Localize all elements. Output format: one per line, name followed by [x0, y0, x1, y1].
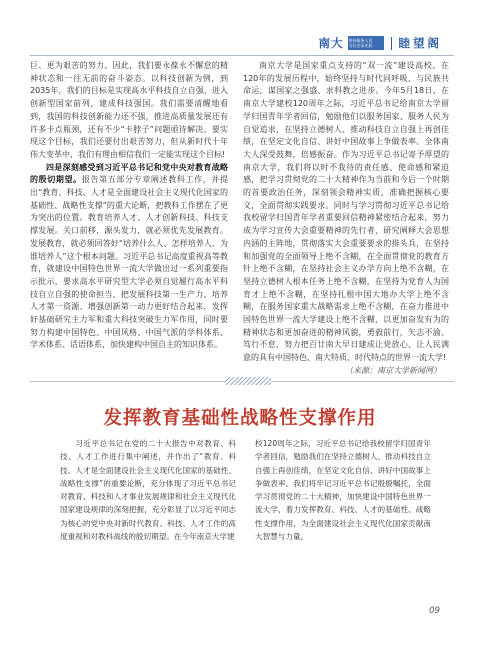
brand-tag-line1: 坚持服务人民 — [348, 38, 373, 43]
header-separator — [391, 37, 392, 50]
article-right-column — [255, 437, 431, 543]
article-title: 发挥教育基础性战略性支撑作用 — [103, 408, 377, 429]
header-rule — [30, 55, 454, 56]
divider-hatch-ornament — [225, 377, 271, 385]
upper-right-paragraph: 南京大学是国家重点支持的“双一流”建设高校。在120年的发展历程中，始终坚持与时代同呼吸、与民族共命运，谋国家之强盛、求科教之进步。今年5月18日，在南京大学建校120周年之际，习近平总书记给南京大学留学归国青年学者回信，勉励他们以服务国家、服务人民为自觉追求，在坚持立德树人、推动科技自立自强上再创佳绩，在坚定文化自信、讲好中国故事上争做表率。全体南大人深受鼓舞，倍感振奋。作为习近平总书记寄予厚望的南京大学，我们将以时不我待的责任感、使命感和紧迫感，把学习贯彻党的二十大精神作为当前和今后一个时期的首要政治任务，深刻领会精神实质，准确把握核心要义，全面贯彻实践要求。同时与学习贯彻习近平总书记给我校留学归国青年学者重要回信精神紧密结合起来，努力成为学习宣传大会重要精神的先行者，研究阐释大会思想内涵的主阵地，贯彻落实大会重要要求的排头兵，在坚持和加强党的全面领导上绝不含糊，在全面贯彻党的教育方针上绝不含糊，在坚持社会主义办学方向上绝不含糊，在坚持立德树人根本任务上绝不含糊，在坚持为党育人为国育才上绝不含糊，在坚持扎根中国大地办大学上绝不含糊，在服务国家重大战略需求上绝不含糊，在奋力推进中国特色世界一流大学建设上绝不含糊，以更加奋发有为的精神状态和更加奋进的精神风貌，勇毅前行，矢志不渝、笃行不怠，努力把百廿南大早日建成让党放心、让人民满意的具有中国特色、南大特质、时代特点的世界一流大学! — [243, 61, 449, 363]
brand-label: 南大 — [318, 36, 344, 50]
upper-right-column — [243, 60, 449, 378]
upper-left-column — [30, 60, 228, 352]
section-divider — [30, 376, 454, 386]
article-left-column — [60, 437, 236, 543]
paragraph-body: 报告第五部分专章阐述教科工作，并提出“教育、科技、人才是全面建设社会主义现代化国家的基础性、战略性支撑”的重大论断，把教科工作摆在了更为突出的位置。教育培养人才、人才创新科技、科技支撑发展。关口前移，源头发力，就必须优先发展教育。发展教育，就必须回答好“培养什么人、怎样培养人、为谁培养人”这个根本问题。习近平总书记高度重视高等教育，就建设中国特色世界一流大学做出过一系列重要指示批示，要求高水平研究型大学必须自觉履行高水平科技自立自强的使命担当，把发展科技第一生产力、培养人才第一资源、增强创新第一动力更好结合起来，发挥好基础研究主力军和重大科技突破生力军作用，同时要努力构建中国特色、中国风格、中国气派的学科体系、学术体系、话语体系，加快建构中国自主的知识体系。 — [30, 175, 229, 350]
brand-tag — [348, 36, 384, 50]
page-number: 09 — [429, 606, 440, 616]
article-left-paragraph: 习近平总书记在党的二十大报告中对教育、科技、人才工作进行集中阐述，并作出了“教育、科技、人才是全面建设社会主义现代化国家的基础性、战略性支撑”的重要论断，充分体现了习近平总书记对教育、科技和人才事业发展规律和社会主义现代化国家建设规律的深刻把握，充分彰显了以习近平同志为核心的党中央对新时代教育、科技、人才工作的高度重视和对教科战线的殷切期望。在今年南京大学建 — [60, 439, 236, 542]
section-label: 睦望阁 — [398, 36, 442, 50]
magazine-header — [319, 34, 443, 52]
source-credit: （来源：南京大学新闻网） — [345, 365, 441, 375]
paragraph-lead-bold: 四是深刻感受到习近平总书记和党中央对教育战略的殷切期望。 — [30, 162, 228, 185]
upper-left-paragraph-2 — [30, 162, 228, 353]
brand-tag-line2: 为社会添光彩 — [348, 43, 373, 48]
upper-left-paragraph-1: 巨、更为艰苦的努力。因此，我们要永葆永不懈怠的精神状态和一往无前的奋斗姿态。以科技创新为例，到2035年，我们的目标是实现高水平科技自立自强，进入创新型国家前列，建成科技强国。我们需要清醒地看到，我国的科技创新能力还不强，推进高质量发展还有许多卡点瓶颈，还有不少“卡脖子”问题亟待解决。要实现这个目标，我们还要付出艰苦努力，但从新时代十年伟大变革中，我们有理由相信我们一定能实现这个目标! — [30, 61, 228, 159]
article-right-paragraph: 校120周年之际，习近平总书记给我校留学归国青年学者回信，勉励我们在坚持立德树人、推动科技自立自强上再创佳绩，在坚定文化自信、讲好中国故事上争做表率。我们将牢记习近平总书记殷殷嘱托，全面学习贯彻党的二十大精神，加快建设中国特色世界一流大学，着力发挥教育、科技、人才的基础性、战略性支撑作用，为全面建设社会主义现代化国家贡献南大智慧与力量。 — [255, 439, 431, 542]
